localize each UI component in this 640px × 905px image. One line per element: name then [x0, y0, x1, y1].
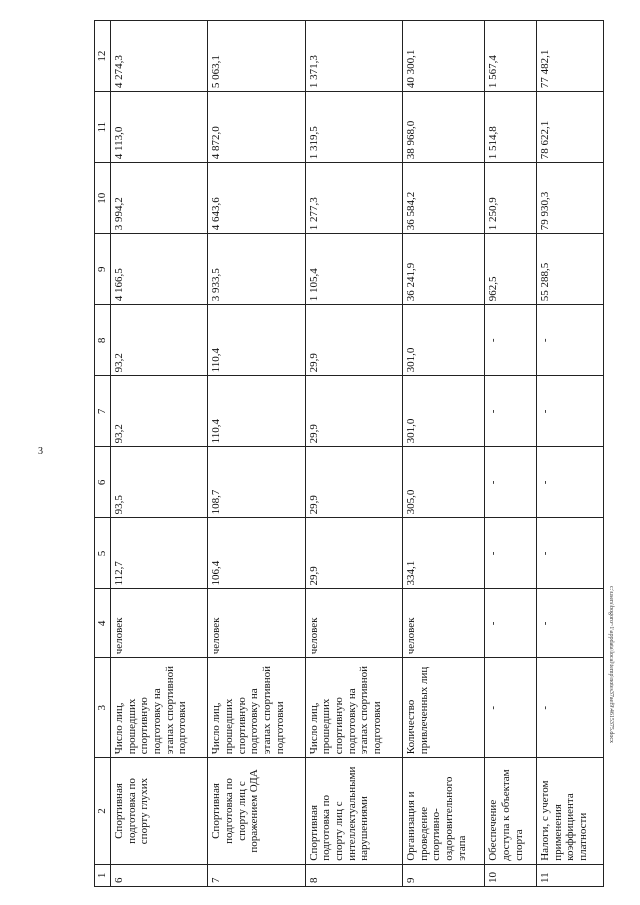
row-unit: человек	[403, 589, 485, 658]
cell-value: 962,5	[485, 234, 537, 305]
cell-value: -	[537, 518, 604, 589]
row-number: 10	[485, 864, 537, 886]
column-header: 5	[95, 518, 111, 589]
footer-file-path: c:\users\bogoro~1\appdata\local\temp\notes37aef9\4615375.docx	[608, 586, 614, 744]
cell-value: 79 930,3	[537, 163, 604, 234]
cell-value: 29,9	[305, 447, 402, 518]
table-container	[94, 20, 604, 887]
column-header: 3	[95, 658, 111, 758]
row-name: Организация и проведение спортивно-оздоровительного этапа	[403, 758, 485, 865]
cell-value: 4 872,0	[208, 92, 305, 163]
table-row	[485, 21, 537, 887]
cell-value: 4 166,5	[111, 234, 208, 305]
row-unit: -	[485, 589, 537, 658]
row-indicator: Количество привлеченных лиц	[403, 658, 485, 758]
table-row	[208, 21, 305, 887]
row-number: 8	[305, 864, 402, 886]
column-header: 12	[95, 21, 111, 92]
cell-value: 36 584,2	[403, 163, 485, 234]
table-row	[403, 21, 485, 887]
budget-table	[94, 20, 604, 887]
cell-value: 110,4	[208, 376, 305, 447]
row-indicator: Число лиц, прошедших спортивную подготовку на этапах спортивной подготовки	[305, 658, 402, 758]
row-name: Спортивная подготовка по спорту лиц с поражением ОДА	[208, 758, 305, 865]
row-indicator: Число лиц, прошедших спортивную подготовку на этапах спортивной подготовки	[208, 658, 305, 758]
row-unit: человек	[111, 589, 208, 658]
cell-value: 93,2	[111, 376, 208, 447]
page-number: 3	[38, 446, 43, 457]
cell-value: 1 277,3	[305, 163, 402, 234]
row-number: 11	[537, 864, 604, 886]
cell-value: 29,9	[305, 305, 402, 376]
cell-value: -	[537, 447, 604, 518]
column-header: 4	[95, 589, 111, 658]
cell-value: 36 241,9	[403, 234, 485, 305]
table-row	[537, 21, 604, 887]
cell-value: 93,5	[111, 447, 208, 518]
cell-value: 301,0	[403, 376, 485, 447]
column-header: 6	[95, 447, 111, 518]
row-number: 7	[208, 864, 305, 886]
header-row	[95, 21, 111, 887]
cell-value: -	[485, 447, 537, 518]
cell-value: 1 105,4	[305, 234, 402, 305]
cell-value: 112,7	[111, 518, 208, 589]
table-row	[305, 21, 402, 887]
cell-value: 305,0	[403, 447, 485, 518]
cell-value: 106,4	[208, 518, 305, 589]
row-unit: человек	[208, 589, 305, 658]
column-header: 10	[95, 163, 111, 234]
cell-value: 78 622,1	[537, 92, 604, 163]
cell-value: 1 371,3	[305, 21, 402, 92]
cell-value: 110,4	[208, 305, 305, 376]
cell-value: -	[537, 305, 604, 376]
row-unit: -	[537, 589, 604, 658]
cell-value: -	[537, 376, 604, 447]
cell-value: 108,7	[208, 447, 305, 518]
cell-value: -	[485, 518, 537, 589]
cell-value: 1 567,4	[485, 21, 537, 92]
cell-value: 1 319,5	[305, 92, 402, 163]
cell-value: 29,9	[305, 518, 402, 589]
column-header: 7	[95, 376, 111, 447]
cell-value: 93,2	[111, 305, 208, 376]
column-header: 11	[95, 92, 111, 163]
cell-value: 301,0	[403, 305, 485, 376]
row-unit: человек	[305, 589, 402, 658]
cell-value: -	[485, 305, 537, 376]
column-header: 9	[95, 234, 111, 305]
cell-value: 1 514,8	[485, 92, 537, 163]
row-indicator: -	[537, 658, 604, 758]
cell-value: 334,1	[403, 518, 485, 589]
row-name: Налоги, с учетом применения коэффициента платности	[537, 758, 604, 865]
column-header: 2	[95, 758, 111, 865]
cell-value: 3 994,2	[111, 163, 208, 234]
cell-value: 40 300,1	[403, 21, 485, 92]
row-number: 6	[111, 864, 208, 886]
cell-value: 4 643,6	[208, 163, 305, 234]
cell-value: 55 288,5	[537, 234, 604, 305]
table-row	[111, 21, 208, 887]
column-header: 1	[95, 864, 111, 886]
row-indicator: -	[485, 658, 537, 758]
cell-value: 77 482,1	[537, 21, 604, 92]
column-header: 8	[95, 305, 111, 376]
row-name: Спортивная подготовка по спорту лиц с интеллектуальными нарушениями	[305, 758, 402, 865]
cell-value: 5 063,1	[208, 21, 305, 92]
row-number: 9	[403, 864, 485, 886]
cell-value: 29,9	[305, 376, 402, 447]
cell-value: -	[485, 376, 537, 447]
row-name: Обеспечение доступа к объектам спорта	[485, 758, 537, 865]
cell-value: 4 274,3	[111, 21, 208, 92]
cell-value: 3 933,5	[208, 234, 305, 305]
cell-value: 4 113,0	[111, 92, 208, 163]
cell-value: 38 968,0	[403, 92, 485, 163]
row-name: Спортивная подготовка по спорту глухих	[111, 758, 208, 865]
row-indicator: Число лиц, прошедших спортивную подготовку на этапах спортивной подготовки	[111, 658, 208, 758]
cell-value: 1 250,9	[485, 163, 537, 234]
